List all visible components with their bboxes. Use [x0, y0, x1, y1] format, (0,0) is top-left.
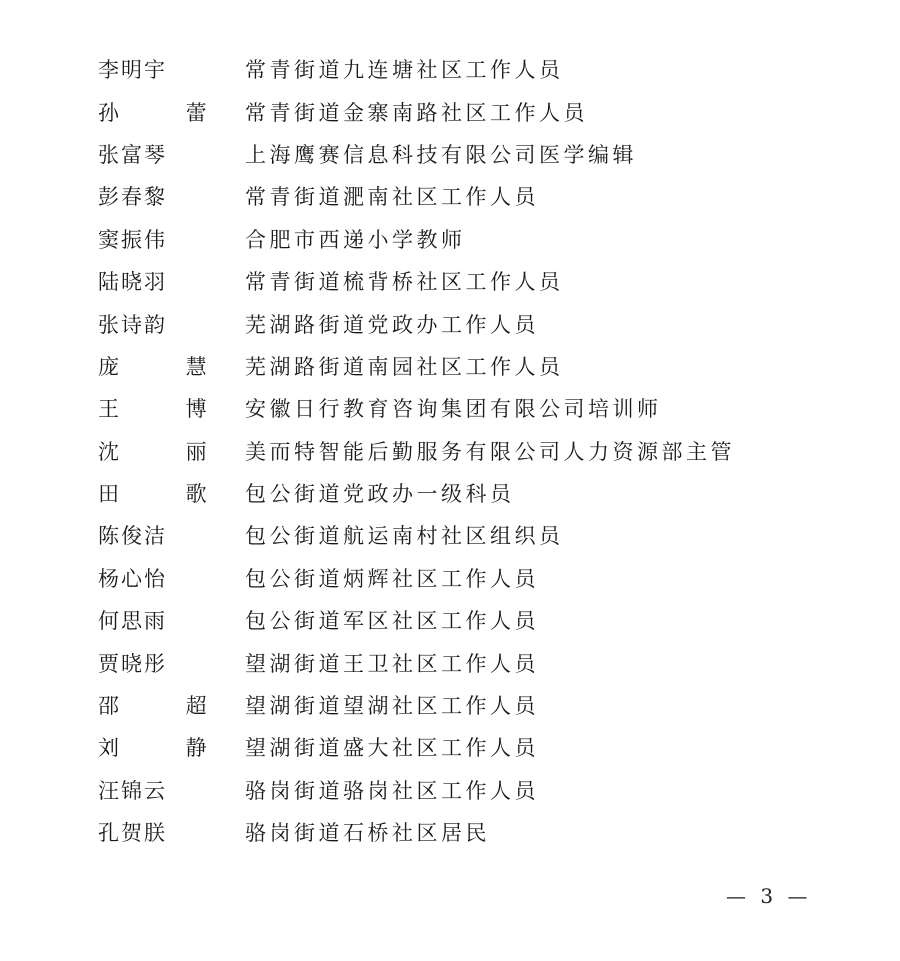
list-item — [98, 769, 818, 811]
person-role: 包公街道炳辉社区工作人员 — [245, 566, 539, 591]
person-name: 窦振伟 — [98, 227, 167, 252]
person-name: 田 歌 — [98, 482, 237, 507]
person-name: 贾晓彤 — [98, 651, 167, 676]
person-role: 美而特智能后勤服务有限公司人力资源部主管 — [245, 439, 735, 464]
list-item — [98, 90, 818, 132]
list-item — [98, 48, 818, 90]
person-name: 沈 丽 — [98, 439, 237, 464]
person-role: 常青街道梳背桥社区工作人员 — [245, 270, 564, 295]
list-item — [98, 430, 818, 472]
person-name: 何思雨 — [98, 609, 167, 634]
person-name: 张富琴 — [98, 142, 167, 167]
person-role: 上海鹰赛信息科技有限公司医学编辑 — [245, 142, 637, 167]
person-name: 汪锦云 — [98, 778, 167, 803]
person-role: 望湖街道盛大社区工作人员 — [245, 736, 539, 761]
person-role: 芜湖路街道南园社区工作人员 — [245, 354, 564, 379]
list-item — [98, 175, 818, 217]
person-name: 孙 蕾 — [98, 100, 237, 125]
person-name: 张诗韵 — [98, 312, 167, 337]
list-item — [98, 599, 818, 641]
list-item — [98, 641, 818, 683]
person-name: 陈俊洁 — [98, 524, 167, 549]
person-role: 包公街道航运南村社区组织员 — [245, 524, 564, 549]
person-role: 常青街道九连塘社区工作人员 — [245, 58, 564, 83]
list-item — [98, 345, 818, 387]
person-role: 包公街道党政办一级科员 — [245, 482, 515, 507]
list-item — [98, 133, 818, 175]
list-item — [98, 557, 818, 599]
person-role: 合肥市西递小学教师 — [245, 227, 466, 252]
person-role: 包公街道军区社区工作人员 — [245, 609, 539, 634]
list-item — [98, 472, 818, 514]
list-item — [98, 302, 818, 344]
person-role: 骆岗街道石桥社区居民 — [245, 821, 490, 846]
person-name: 王 博 — [98, 397, 237, 422]
person-role: 望湖街道望湖社区工作人员 — [245, 694, 539, 719]
person-name: 陆晓羽 — [98, 270, 167, 295]
page-number: — 3 — — [726, 884, 812, 908]
list-item — [98, 684, 818, 726]
list-item — [98, 726, 818, 768]
person-name: 孔贺朕 — [98, 821, 167, 846]
person-role: 常青街道金寨南路社区工作人员 — [245, 100, 588, 125]
list-item — [98, 387, 818, 429]
person-role: 芜湖路街道党政办工作人员 — [245, 312, 539, 337]
person-role: 望湖街道王卫社区工作人员 — [245, 651, 539, 676]
person-name: 杨心怡 — [98, 566, 167, 591]
list-item — [98, 514, 818, 556]
person-role: 常青街道淝南社区工作人员 — [245, 185, 539, 210]
person-name: 庞 慧 — [98, 354, 237, 379]
person-role: 骆岗街道骆岗社区工作人员 — [245, 778, 539, 803]
person-role: 安徽日行教育咨询集团有限公司培训师 — [245, 397, 662, 422]
personnel-list — [98, 48, 818, 853]
person-name: 彭春黎 — [98, 185, 167, 210]
list-item — [98, 260, 818, 302]
person-name: 李明宇 — [98, 58, 167, 83]
list-item — [98, 811, 818, 853]
list-item — [98, 218, 818, 260]
person-name: 刘 静 — [98, 736, 237, 761]
person-name: 邵 超 — [98, 694, 237, 719]
